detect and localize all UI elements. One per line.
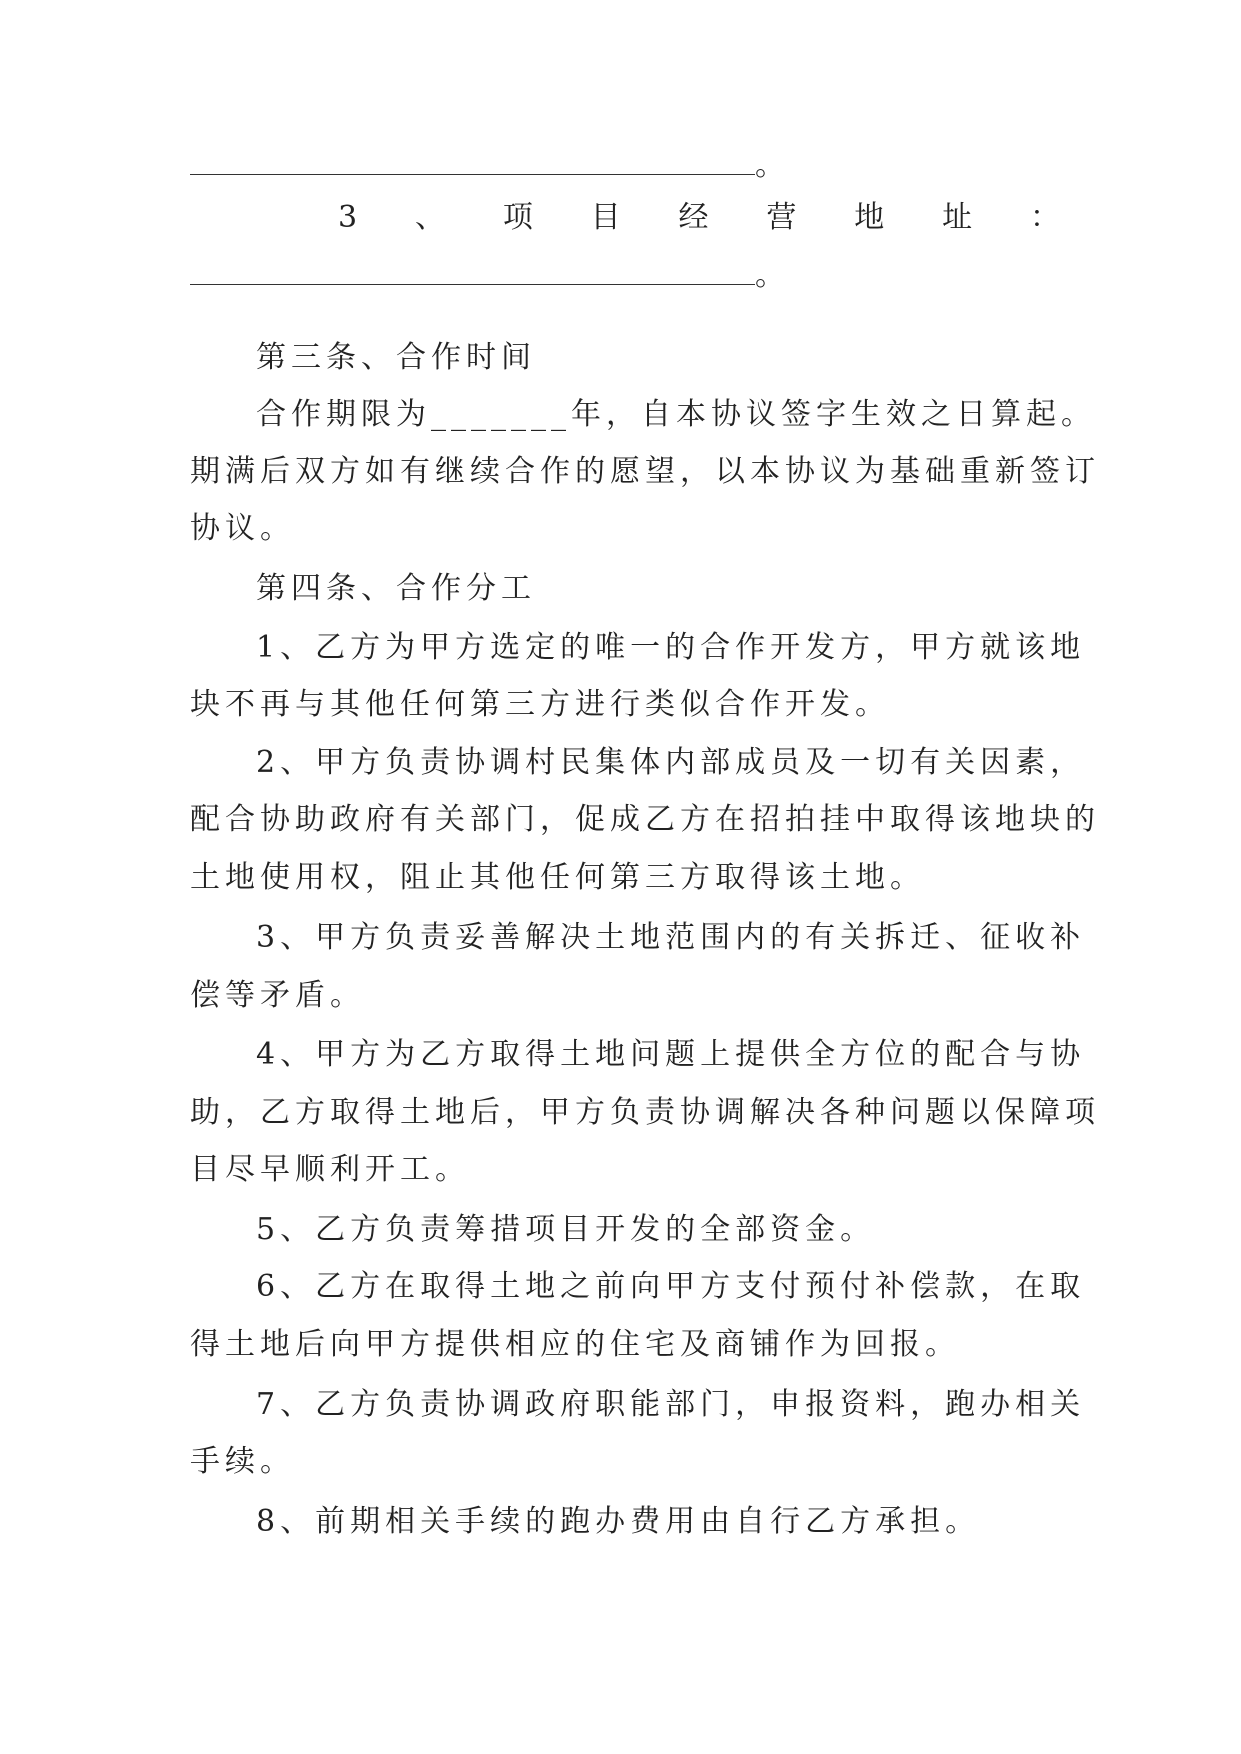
paragraph-line: 得土地后向甲方提供相应的住宅及商铺作为回报。 bbox=[190, 1327, 960, 1362]
blank-underline-1 bbox=[190, 146, 785, 186]
paragraph-line: 偿等矛盾。 bbox=[190, 978, 365, 1013]
spread-char: 项 bbox=[502, 200, 533, 235]
paragraph-line: 4、甲方为乙方取得土地问题上提供全方位的配合与协 bbox=[256, 1037, 1086, 1072]
spread-char: ： bbox=[1029, 200, 1060, 235]
spread-char: 营 bbox=[766, 200, 797, 235]
paragraph-line: 配合协助政府有关部门，促成乙方在招拍挂中取得该地块的 bbox=[190, 802, 1100, 837]
spread-char: 经 bbox=[678, 200, 709, 235]
section-3-heading: 第三条、合作时间 bbox=[256, 340, 536, 375]
paragraph-line: 1、乙方为甲方选定的唯一的合作开发方，甲方就该地 bbox=[256, 630, 1086, 665]
underline-rule bbox=[190, 256, 755, 285]
paragraph-line: 手续。 bbox=[190, 1444, 295, 1479]
paragraph-line: 期满后双方如有继续合作的愿望，以本协议为基础重新签订 bbox=[190, 454, 1100, 489]
section-4-heading: 第四条、合作分工 bbox=[256, 571, 536, 606]
paragraph-line: 合作期限为_______年，自本协议签字生效之日算起。 bbox=[256, 397, 1096, 432]
paragraph-line: 块不再与其他任何第三方进行类似合作开发。 bbox=[190, 687, 890, 722]
paragraph-line: 6、乙方在取得土地之前向甲方支付预付补偿款，在取 bbox=[256, 1269, 1086, 1304]
spread-char: 3 bbox=[338, 200, 358, 235]
item-3-business-address-label bbox=[338, 198, 1060, 238]
underline-rule bbox=[190, 146, 755, 175]
paragraph-line: 土地使用权，阻止其他任何第三方取得该土地。 bbox=[190, 860, 925, 895]
spread-char: 目 bbox=[590, 200, 621, 235]
paragraph-line: 目尽早顺利开工。 bbox=[190, 1152, 470, 1187]
paragraph-line: 协议。 bbox=[190, 511, 295, 546]
paragraph-line: 2、甲方负责协调村民集体内部成员及一切有关因素， bbox=[256, 745, 1086, 780]
paragraph-line: 5、乙方负责筹措项目开发的全部资金。 bbox=[256, 1212, 876, 1247]
paragraph-line: 7、乙方负责协调政府职能部门，申报资料，跑办相关 bbox=[256, 1387, 1086, 1422]
period-mark: 。 bbox=[755, 258, 785, 293]
paragraph-line: 8、前期相关手续的跑办费用由自行乙方承担。 bbox=[256, 1504, 981, 1539]
blank-underline-2 bbox=[190, 256, 785, 296]
spread-char: 、 bbox=[414, 200, 445, 235]
spread-char: 址 bbox=[942, 200, 973, 235]
paragraph-line: 3、甲方负责妥善解决土地范围内的有关拆迁、征收补 bbox=[256, 920, 1086, 955]
spread-char: 地 bbox=[854, 200, 885, 235]
paragraph-line: 助，乙方取得土地后，甲方负责协调解决各种问题以保障项 bbox=[190, 1095, 1100, 1130]
period-mark: 。 bbox=[755, 148, 785, 183]
